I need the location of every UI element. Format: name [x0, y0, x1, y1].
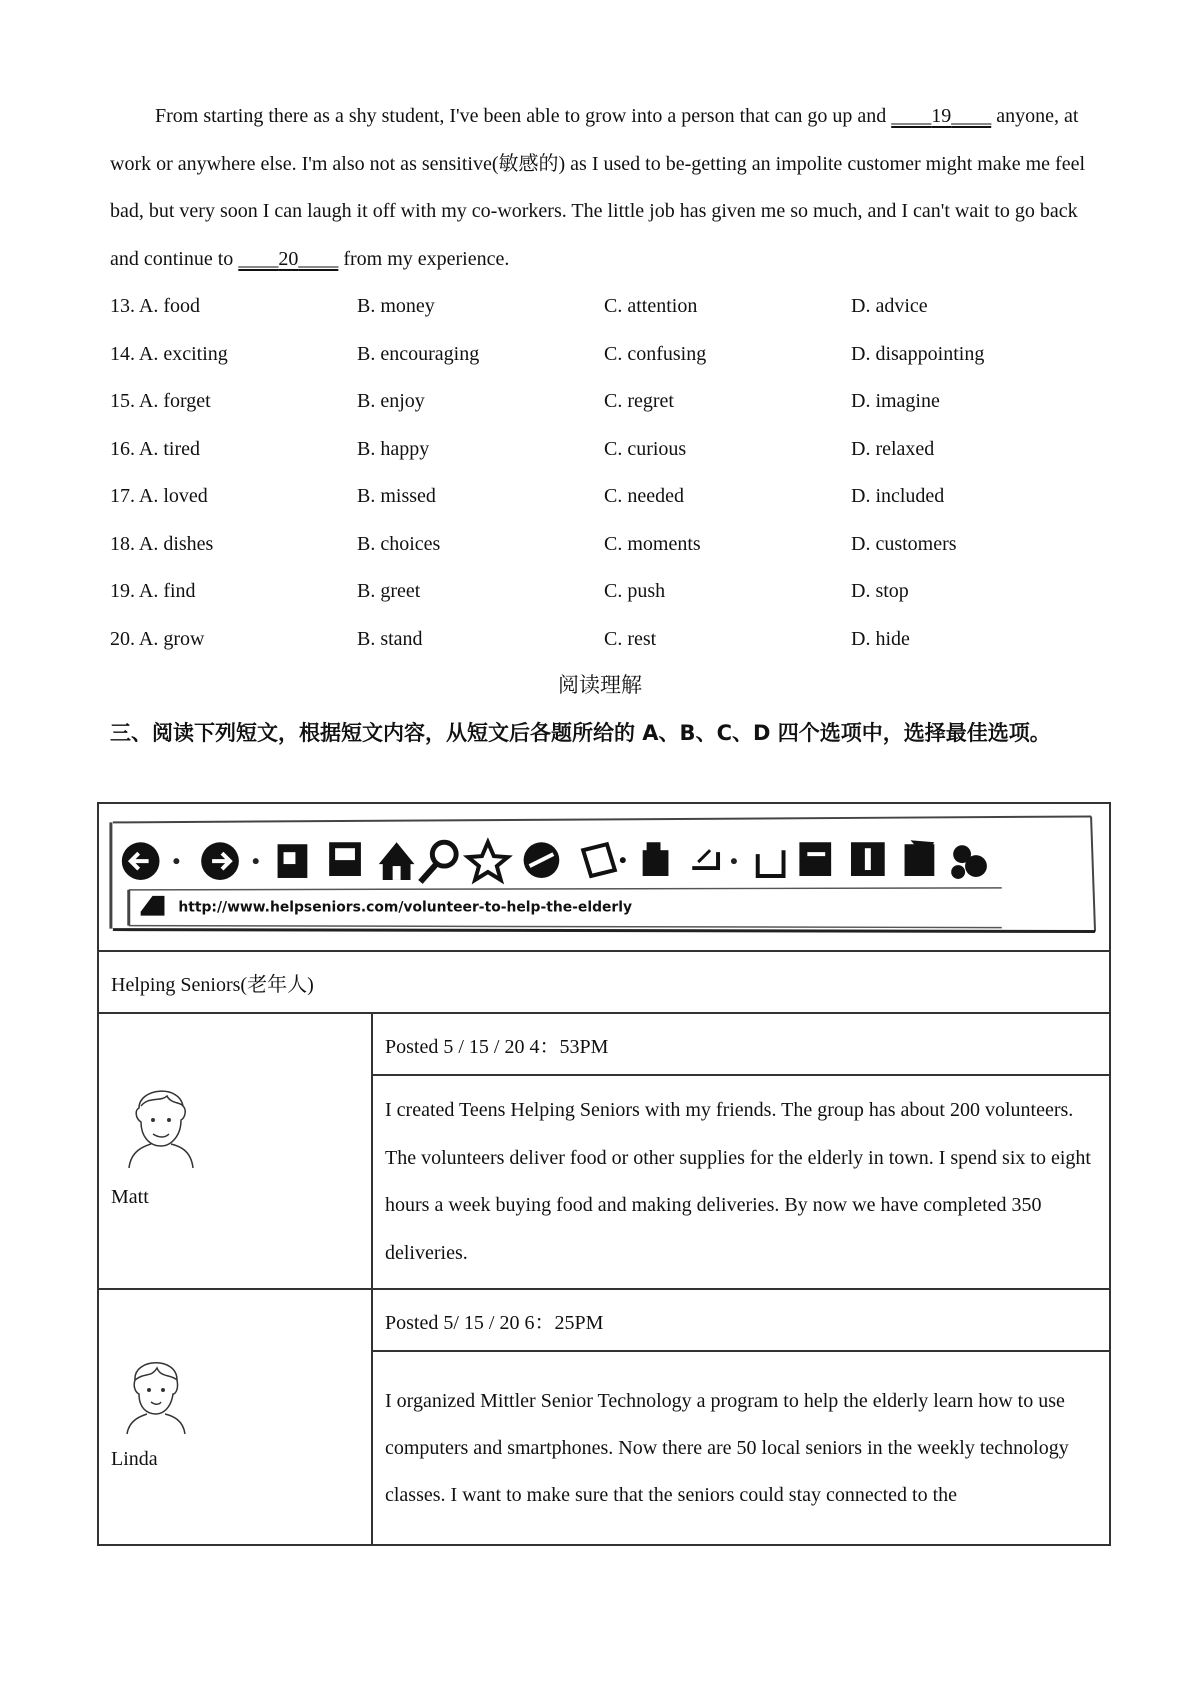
option-d: D. advice [851, 295, 928, 317]
question-row [110, 378, 1110, 426]
option-c: C. moments [604, 532, 701, 555]
back-icon[interactable] [122, 842, 160, 880]
option-d: D. customers [851, 532, 957, 555]
option-c: C. curious [604, 437, 687, 460]
option-d: D. disappointing [851, 342, 985, 365]
research-icon[interactable] [851, 842, 885, 876]
option-a: 15. A. forget [110, 390, 211, 412]
home-icon[interactable] [379, 842, 415, 880]
passage-text-1: From starting there as a shy student, I've been able to grow into a person that can go up and [155, 105, 892, 127]
blank-19: ____19____ [891, 105, 992, 127]
option-a: 16. A. tired [110, 437, 200, 460]
option-c: C. confusing [604, 342, 707, 365]
section-instruction: 三、阅读下列短文，根据短文内容，从短文后各题所给的 A、B、C、D 四个选项中，选择最佳选项。 [110, 721, 1051, 745]
question-row [110, 568, 1110, 616]
passage-text-3: from my experience. [338, 247, 510, 270]
option-a: 18. A. dishes [110, 532, 214, 555]
option-c: C. push [604, 580, 666, 602]
option-d: D. hide [851, 627, 910, 650]
option-b: B. happy [357, 437, 430, 460]
option-a: 13. A. food [110, 295, 200, 317]
browser-toolbar-image [99, 804, 1099, 944]
passage-paragraph [110, 93, 1100, 283]
option-b: B. stand [357, 627, 423, 650]
avatar-matt [121, 1080, 201, 1170]
page-title: Helping Seniors(老年人) [98, 951, 1110, 1013]
option-b: B. enjoy [357, 390, 425, 412]
option-b: B. encouraging [357, 342, 480, 365]
post-body: I created Teens Helping Seniors with my friends. The group has about 200 volunteers. The volunteers deliver food or other supplies for the elderly in town. I spend six to eight hours a week buying food and making deliveries. By now we have completed 350 deliveries. [372, 1075, 1110, 1289]
option-a: 17. A. loved [110, 485, 208, 507]
post-timestamp: Posted 5 / 15 / 20 4：53PM [372, 1013, 1110, 1075]
discuss-icon[interactable] [758, 850, 784, 876]
user-cell-linda [98, 1289, 372, 1545]
answer-options [110, 283, 1110, 663]
option-c: C. regret [604, 390, 674, 412]
tools-icon[interactable] [905, 840, 935, 876]
browser-toolbar [98, 803, 1110, 951]
forum-webpage [97, 802, 1111, 1546]
avatar-linda [121, 1350, 191, 1435]
option-c: C. needed [604, 485, 684, 507]
blank-20: ____20____ [238, 247, 339, 270]
edit-icon[interactable] [692, 850, 718, 868]
question-row [110, 283, 1110, 331]
option-a: 19. A. find [110, 580, 196, 602]
user-cell-matt [98, 1013, 372, 1289]
option-d: D. stop [851, 580, 909, 602]
forward-icon[interactable] [201, 842, 239, 880]
history-icon[interactable] [524, 842, 560, 878]
option-b: B. missed [357, 485, 436, 507]
option-d: D. imagine [851, 390, 940, 412]
passage-text-2: anyone, at work or anywhere else. I'm also not as sensitive(敏感的) as I used to be-getting an impolite customer might make me feel bad, but very soon I can laugh it off with my co-workers. The little job has given me so much, and I can't wait to go back and continue to [110, 105, 1086, 270]
option-c: C. attention [604, 295, 698, 317]
print-icon[interactable] [643, 842, 669, 876]
favorites-star-icon[interactable] [468, 842, 508, 880]
option-d: D. included [851, 485, 945, 507]
option-d: D. relaxed [851, 437, 935, 460]
extra-icon[interactable] [951, 845, 987, 879]
search-icon[interactable] [420, 842, 456, 882]
question-row [110, 473, 1110, 521]
question-row [110, 521, 1110, 569]
option-b: B. money [357, 295, 435, 317]
post-timestamp: Posted 5/ 15 / 20 6：25PM [372, 1289, 1110, 1351]
section-title: 阅读理解 [558, 673, 642, 697]
option-a: 14. A. exciting [110, 342, 228, 365]
option-b: B. choices [357, 532, 441, 555]
option-c: C. rest [604, 627, 657, 650]
mail-icon[interactable] [583, 844, 626, 876]
address-bar-url[interactable]: http://www.helpseniors.com/volunteer-to-help-the-elderly [178, 899, 633, 916]
option-a: 20. A. grow [110, 627, 205, 650]
page-icon[interactable] [278, 844, 308, 878]
post-body: I organized Mittler Senior Technology a program to help the elderly learn how to use computers and smartphones. Now there are 50 local seniors in the weekly technology classes. I want to make sure that the seniors could stay connected to the [372, 1351, 1110, 1545]
messenger-icon[interactable] [799, 842, 831, 876]
question-row [110, 426, 1110, 474]
user-name: Linda [111, 1448, 158, 1470]
save-icon[interactable] [329, 842, 361, 876]
page-favicon-icon [141, 896, 165, 916]
question-row [110, 616, 1110, 664]
option-b: B. greet [357, 580, 421, 602]
question-row [110, 331, 1110, 379]
user-name: Matt [111, 1186, 149, 1208]
